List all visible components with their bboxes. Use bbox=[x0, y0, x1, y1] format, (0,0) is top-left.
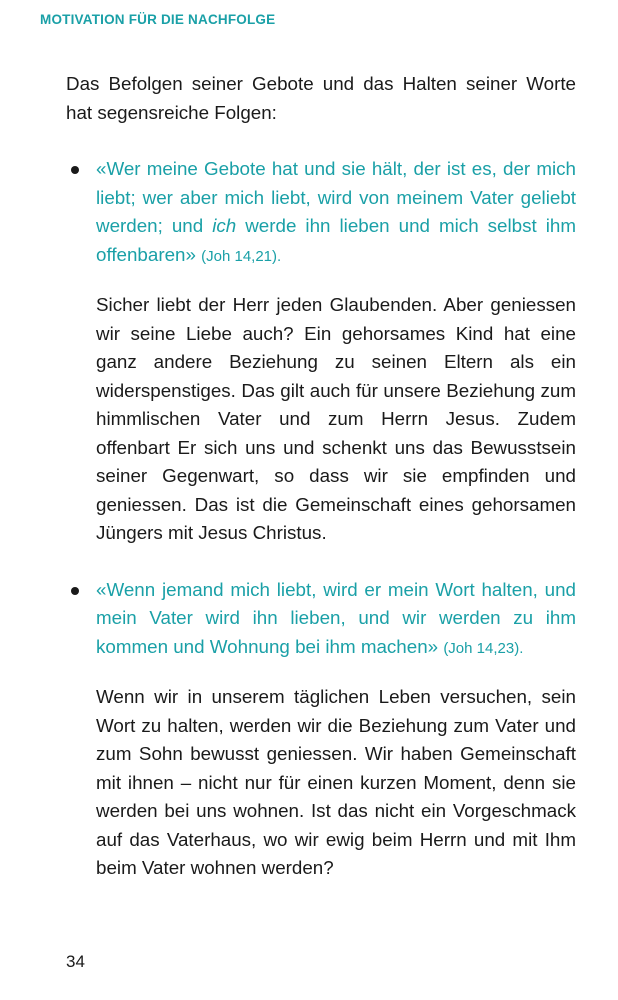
scripture-quote bbox=[96, 155, 576, 271]
page-number: 34 bbox=[66, 952, 85, 971]
scripture-quote bbox=[96, 576, 576, 664]
bullet-item-1 bbox=[66, 155, 576, 548]
commentary-paragraph: Sicher liebt der Herr jeden Glaubenden. Aber geniessen wir seine Liebe auch? Ein gehorsames Kind hat eine ganz andere Beziehung zu seinen Eltern als ein widerspenstiges. Das gilt auch für unsere Beziehung zum himmlischen Vater und zum Herrn Jesus. Zudem offenbart Er sich uns und schenkt uns das Bewusstsein seiner Gegenwart, so dass wir sie empfinden und geniessen. Das ist die Gemeinschaft eines gehorsamen Jüngers mit Jesus Christus. bbox=[96, 294, 576, 543]
running-header: MOTIVATION FÜR DIE NACHFOLGE bbox=[40, 12, 276, 27]
intro-paragraph: Das Befolgen seiner Gebote und das Halten seiner Worte hat segensreiche Folgen: bbox=[66, 73, 576, 123]
bullet-item-2 bbox=[66, 576, 576, 883]
quote-text-end: werde ihn lieben und mich selbst ihm offenbaren» bbox=[96, 215, 577, 265]
quote-emphasis: ich bbox=[212, 215, 237, 236]
bullet-dot-icon bbox=[71, 166, 79, 174]
page-body bbox=[66, 70, 576, 911]
bullet-dot-icon bbox=[71, 587, 79, 595]
bible-reference: (Joh 14,23). bbox=[443, 639, 524, 657]
quote-text: «Wer meine Gebote hat und sie hält, der ist es, der mich liebt; wer aber mich liebt, wird von meinem Vater geliebt werden; und bbox=[96, 158, 576, 236]
quote-text: «Wenn jemand mich liebt, wird er mein Wort halten, und mein Vater wird ihn lieben, und wir werden zu ihm kommen und Wohnung bei ihm machen» bbox=[96, 578, 576, 657]
commentary-paragraph: Wenn wir in unserem täglichen Leben versuchen, sein Wort zu halten, werden wir die Beziehung zum Vater und zum Sohn bewusst geniessen. Wir haben Gemeinschaft mit ihnen – nicht nur für einen kurzen Moment, denn sie werden bei uns wohnen. Ist das nicht ein Vorgeschmack auf das Vaterhaus, wo wir ewig beim Herrn und mit Ihm beim Vater wohnen werden? bbox=[96, 686, 576, 878]
bible-reference: (Joh 14,21). bbox=[201, 247, 282, 265]
